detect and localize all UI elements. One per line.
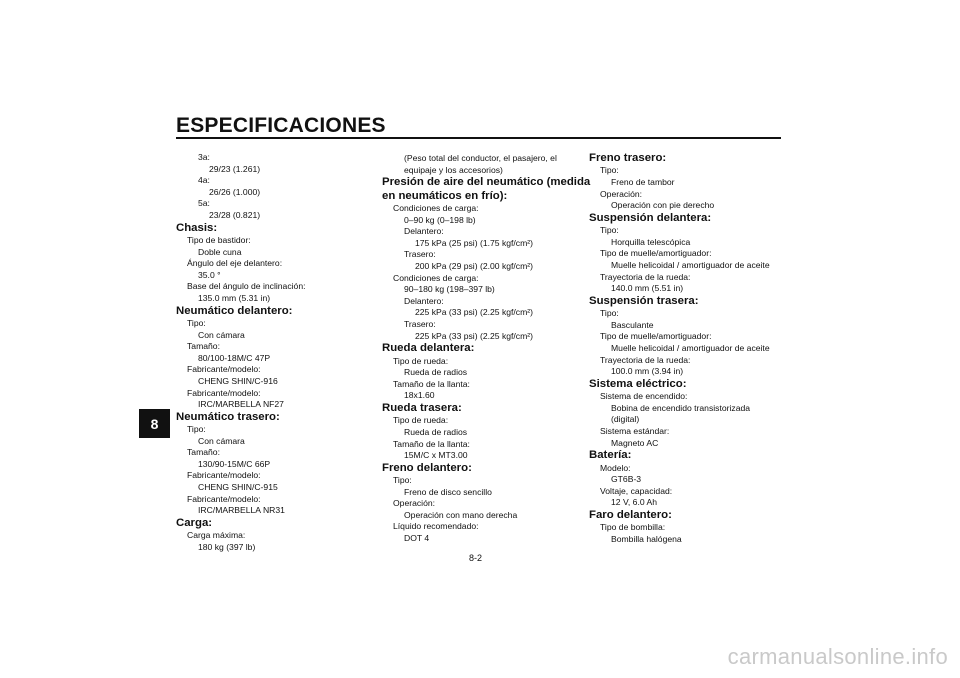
spec-line: Bombilla halógena	[611, 533, 682, 544]
spec-line: 140.0 mm (5.51 in)	[611, 283, 684, 294]
spec-line: Carga máxima:	[187, 530, 246, 541]
spec-line: Tamaño:	[187, 341, 220, 352]
section-heading: Freno delantero:	[382, 461, 472, 474]
spec-line: (digital)	[611, 414, 640, 425]
spec-line: Tipo:	[600, 308, 619, 319]
spec-line: CHENG SHIN/C-915	[198, 482, 278, 493]
spec-line: Base del ángulo de inclinación:	[187, 281, 306, 292]
spec-line: IRC/MARBELLA NR31	[198, 505, 285, 516]
spec-line: (Peso total del conductor, el pasajero, el	[404, 153, 557, 163]
spec-line: Tamaño de la llanta:	[393, 378, 470, 389]
spec-line: Tipo de rueda:	[393, 415, 449, 426]
spec-line: Freno de tambor	[611, 177, 675, 187]
spec-line: 23/28 (0.821)	[209, 209, 261, 220]
spec-line: 35.0 °	[198, 269, 221, 280]
spec-line: 100.0 mm (3.94 in)	[611, 366, 684, 377]
chapter-tab: 8	[139, 409, 170, 438]
spec-line: 5a:	[198, 198, 210, 209]
spec-line: Tipo de bombilla:	[600, 522, 666, 533]
section-heading: Presión de aire del neumático (medida	[382, 176, 591, 189]
spec-line: 4a:	[198, 175, 210, 186]
watermark: carmanualsonline.info	[727, 644, 948, 669]
spec-line: Fabricante/modelo:	[187, 470, 261, 481]
spec-line: Tipo:	[600, 225, 619, 236]
spec-line: Modelo:	[600, 462, 631, 473]
spec-line: 135.0 mm (5.31 in)	[198, 292, 271, 303]
spec-line: Trasero:	[404, 249, 436, 260]
page-number: 8-2	[469, 553, 483, 563]
spec-line: Horquilla telescópica	[611, 236, 691, 247]
spec-line: Tipo de bastidor:	[187, 234, 251, 245]
spec-line: Rueda de radios	[404, 426, 468, 437]
spec-line: Muelle helicoidal / amortiguador de aceite	[611, 259, 770, 270]
spec-line: 200 kPa (29 psi) (2.00 kgf/cm²)	[415, 260, 533, 271]
spec-line: 0–90 kg (0–198 lb)	[404, 214, 476, 225]
spec-column-right	[589, 152, 789, 545]
spec-line: 80/100-18M/C 47P	[198, 352, 271, 363]
spec-line: Operación:	[600, 188, 643, 199]
spec-line: Delantero:	[404, 295, 444, 306]
spec-line: DOT 4	[404, 533, 430, 544]
spec-line: Trayectoria de la rueda:	[600, 354, 691, 365]
spec-line: Tipo de muelle/amortiguador:	[600, 248, 712, 259]
spec-line: GT6B-3	[611, 474, 642, 485]
spec-column-left	[176, 152, 376, 553]
spec-line: 130/90-15M/C 66P	[198, 458, 271, 469]
spec-line: Trayectoria de la rueda:	[600, 271, 691, 282]
page-title: ESPECIFICACIONES	[176, 114, 386, 137]
spec-line: 225 kPa (33 psi) (2.25 kgf/cm²)	[415, 330, 533, 341]
spec-line: Tipo:	[393, 475, 412, 486]
spec-line: IRC/MARBELLA NF27	[198, 399, 284, 410]
spec-line: Rueda de radios	[404, 367, 468, 378]
spec-line: 3a:	[198, 152, 210, 162]
section-heading: Carga:	[176, 516, 213, 529]
spec-line: Ángulo del eje delantero:	[187, 258, 283, 269]
spec-line: Tipo de rueda:	[393, 355, 449, 366]
spec-line: Con cámara	[198, 435, 245, 446]
spec-line: CHENG SHIN/C-916	[198, 375, 278, 386]
spec-line: 15M/C x MT3.00	[404, 450, 468, 461]
spec-line: 18x1.60	[404, 390, 435, 401]
section-heading: Freno trasero:	[589, 152, 667, 164]
spec-line: 29/23 (1.261)	[209, 163, 261, 174]
section-heading: Neumático trasero:	[176, 410, 280, 423]
spec-line: Sistema de encendido:	[600, 391, 688, 402]
spec-line: Doble cuna	[198, 246, 242, 257]
spec-line: Tamaño:	[187, 447, 220, 458]
spec-line: 90–180 kg (198–397 lb)	[404, 284, 495, 295]
section-heading: Suspensión trasera:	[589, 294, 699, 307]
section-heading: Neumático delantero:	[176, 304, 293, 317]
spec-line: Tipo:	[600, 165, 619, 176]
spec-line: Operación con pie derecho	[611, 200, 715, 211]
spec-line: Magneto AC	[611, 437, 659, 448]
spec-line: Tamaño de la llanta:	[393, 438, 470, 449]
section-heading: Rueda trasera:	[382, 401, 462, 414]
spec-line: Delantero:	[404, 226, 444, 237]
section-heading: Suspensión delantera:	[589, 211, 712, 224]
spec-line: Operación:	[393, 498, 436, 509]
title-divider	[176, 137, 781, 139]
spec-line: Muelle helicoidal / amortiguador de aceite	[611, 342, 770, 353]
spec-line: 175 kPa (25 psi) (1.75 kgf/cm²)	[415, 237, 533, 248]
spec-line: Voltaje, capacidad:	[600, 485, 673, 496]
spec-line: equipaje y los accesorios)	[404, 164, 503, 175]
spec-line: Tipo:	[187, 424, 206, 435]
section-heading: Sistema eléctrico:	[589, 377, 687, 390]
spec-line: Sistema estándar:	[600, 425, 670, 436]
spec-line: Tipo:	[187, 317, 206, 328]
spec-line: Condiciones de carga:	[393, 272, 479, 283]
spec-line: Operación con mano derecha	[404, 509, 518, 520]
spec-line: Líquido recomendado:	[393, 521, 479, 532]
section-heading: Batería:	[589, 449, 632, 462]
spec-line: Fabricante/modelo:	[187, 493, 261, 504]
spec-line: Fabricante/modelo:	[187, 364, 261, 375]
spec-line: Trasero:	[404, 318, 436, 329]
spec-line: 225 kPa (33 psi) (2.25 kgf/cm²)	[415, 307, 533, 318]
section-heading: Rueda delantera:	[382, 342, 475, 355]
spec-line: Freno de disco sencillo	[404, 486, 492, 497]
section-heading: en neumáticos en frío):	[382, 189, 508, 202]
spec-line: 26/26 (1.000)	[209, 186, 261, 197]
spec-line: Condiciones de carga:	[393, 203, 479, 213]
spec-line: Basculante	[611, 319, 654, 330]
spec-line: Con cámara	[198, 329, 245, 340]
spec-line: 180 kg (397 lb)	[198, 541, 256, 552]
spec-line: Fabricante/modelo:	[187, 387, 261, 398]
spec-line: Bobina de encendido transistorizada	[611, 402, 751, 413]
spec-column-middle	[382, 153, 591, 545]
spec-line: Tipo de muelle/amortiguador:	[600, 331, 712, 342]
section-heading: Chasis:	[176, 221, 218, 234]
section-heading: Faro delantero:	[589, 508, 672, 521]
spec-line: 12 V, 6.0 Ah	[611, 497, 658, 508]
